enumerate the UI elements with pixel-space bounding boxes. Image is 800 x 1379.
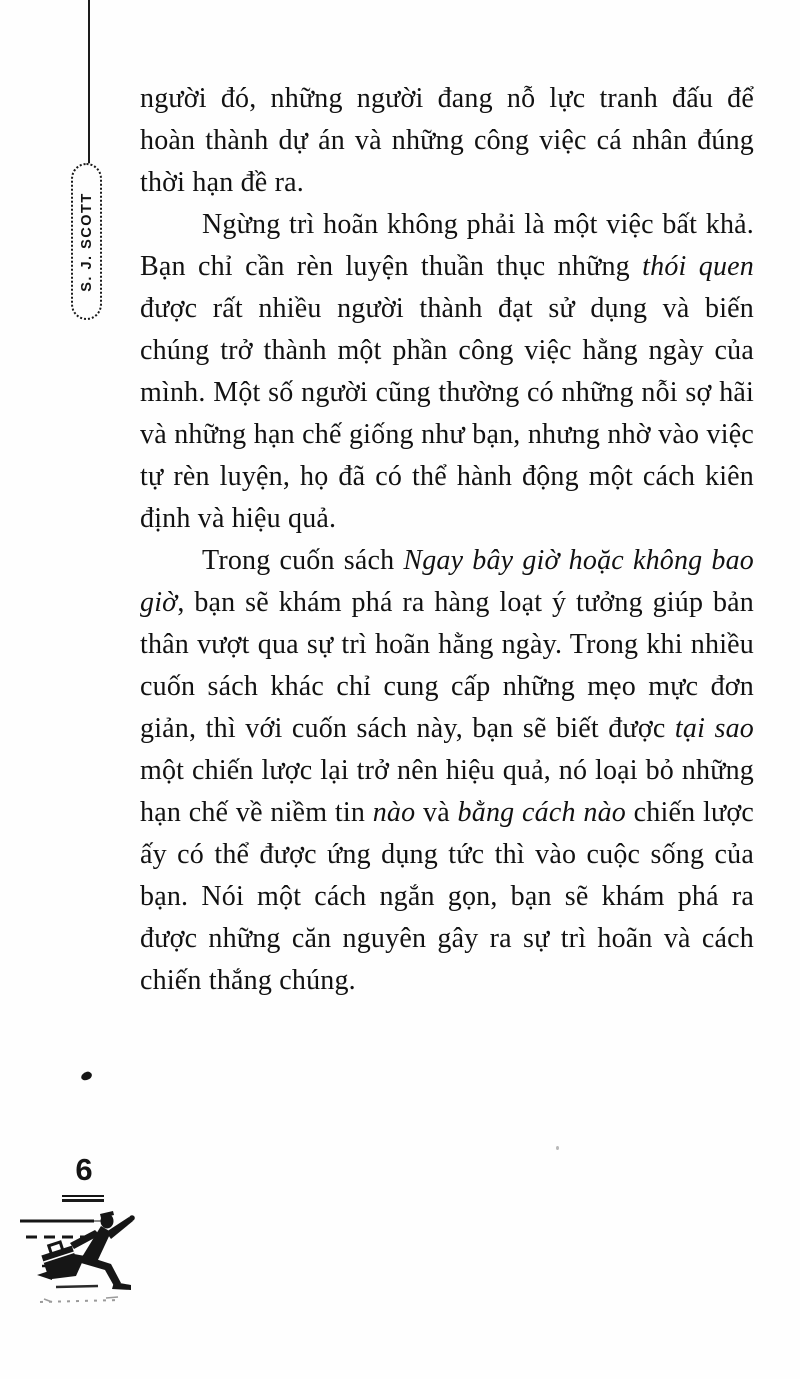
text-segment: một chiến lược lại trở nên hiệu quả, nó loại bỏ những hạn chế về niềm tin <box>140 755 754 828</box>
text-segment: chiến lược ấy có thể được ứng dụng tức thì vào cuộc sống của bạn. Nói một cách ngắn gọn, bạn sẽ khám phá ra được những căn nguyên gây ra sự trì hoãn và cách chiến thắng chúng. <box>140 797 754 996</box>
text-segment: Ngừng trì hoãn không phải là một việc bất khả. Bạn chỉ cần rèn luyện thuần thục những <box>140 209 754 282</box>
ink-speck-icon <box>80 1071 93 1081</box>
body-text <box>140 78 754 1002</box>
paragraph <box>140 540 754 1002</box>
text-segment-italic: tại sao <box>674 713 754 744</box>
text-segment: và <box>415 797 458 828</box>
dust-speck-icon <box>556 1146 559 1150</box>
text-segment-italic: Ngay bây giờ hoặc không bao giờ <box>140 545 754 618</box>
page-number-rule <box>62 1195 104 1202</box>
text-segment-italic: bằng cách nào <box>457 797 626 828</box>
text-segment: Trong cuốn sách <box>202 545 404 576</box>
author-name: S. J. SCOTT <box>78 191 95 292</box>
top-rule-line <box>88 0 90 165</box>
page-number: 6 <box>75 1152 93 1187</box>
author-tab <box>71 163 102 320</box>
text-segment-italic: thói quen <box>642 251 755 282</box>
paragraph <box>140 78 754 204</box>
text-segment: được rất nhiều người thành đạt sử dụng và biến chúng trở thành một phần công việc hằng ngày của mình. Một số người cũng thường có những nỗi sợ hãi và những hạn chế giống như bạn, nhưng nhờ vào việc tự rèn luyện, họ đã có thể hành động một cách kiên định và hiệu quả. <box>140 293 754 534</box>
paragraph <box>140 204 754 540</box>
text-segment: người đó, những người đang nỗ lực tranh đấu để hoàn thành dự án và những công việc cá nhân đúng thời hạn đề ra. <box>140 83 754 198</box>
running-man-icon <box>10 1203 150 1311</box>
text-segment: , bạn sẽ khám phá ra hàng loạt ý tưởng giúp bản thân vượt qua sự trì hoãn hằng ngày. Trong khi nhiều cuốn sách khác chỉ cung cấp những mẹo mực đơn giản, thì với cuốn sách này, bạn sẽ biết được <box>140 587 754 744</box>
text-segment-italic: nào <box>372 797 416 828</box>
